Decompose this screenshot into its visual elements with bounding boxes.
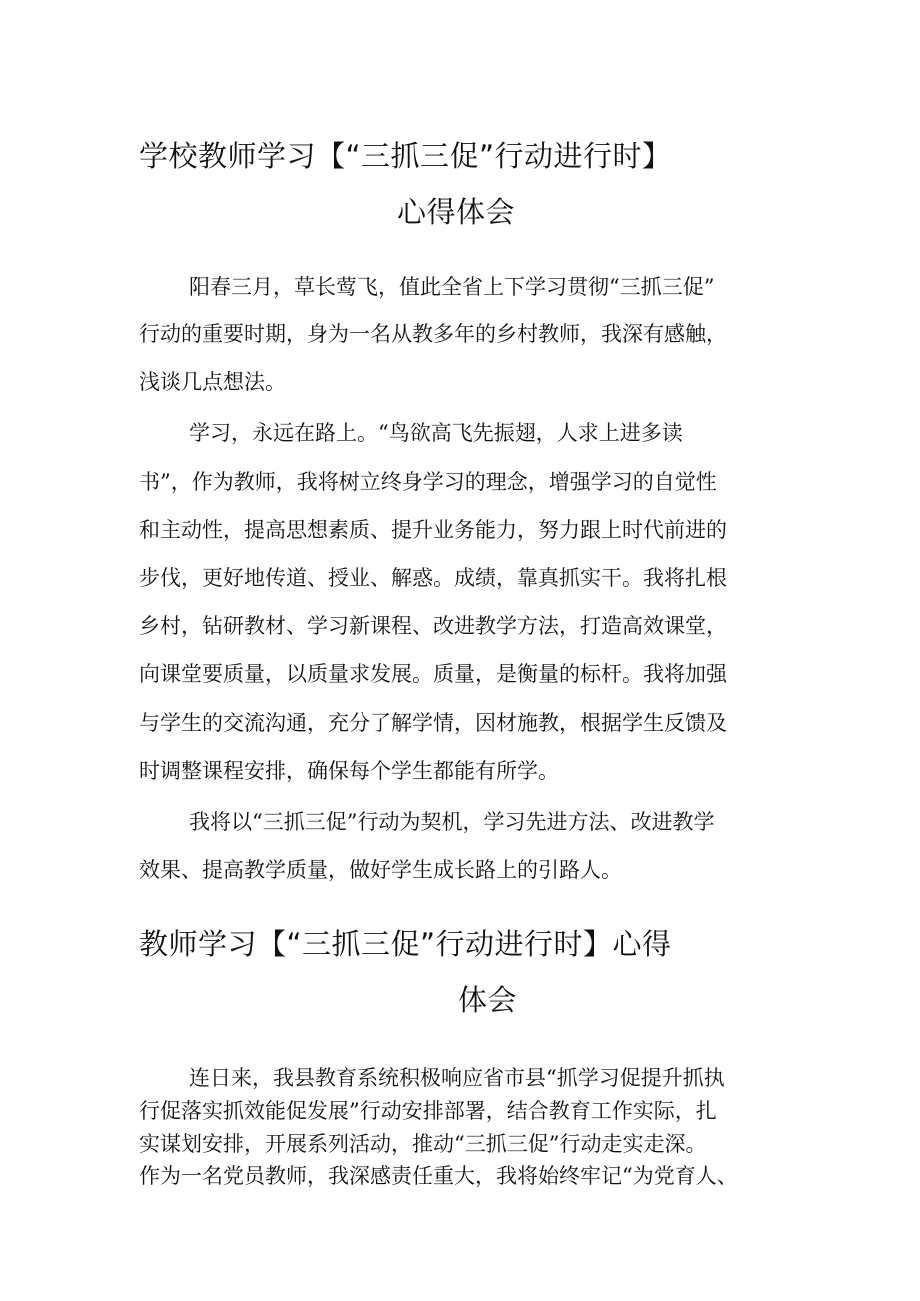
section2-title-line2: 体会	[458, 983, 518, 1017]
section1-title-line2: 心得体会	[397, 195, 516, 229]
section1-p2-line3: 和主动性，提高思想素质、提升业务能力，努力跟上时代前进的	[139, 518, 727, 542]
section2-p1-line2: 行促落实抓效能促发展”行动安排部署，结合教育工作实际，扎	[139, 1099, 717, 1123]
section1-p2-line2: 书”，作为教师，我将树立终身学习的理念，增强学习的自觉性	[139, 470, 717, 494]
section1-p2-line8: 时调整课程安排，确保每个学生都能有所学。	[139, 759, 559, 783]
section2-title-line1: 教师学习【“三抓三促”行动进行时】心得	[139, 927, 672, 961]
section1-p2-line6: 向课堂要质量，以质量求发展。质量，是衡量的标杆。我将加强	[139, 662, 727, 686]
section1-p3-line1: 我将以“三抓三促”行动为契机，学习先进方法、改进教学	[189, 810, 715, 834]
section1-p2-line7: 与学生的交流沟通，充分了解学情，因材施教，根据学生反馈及	[139, 711, 727, 735]
section1-title-line1: 学校教师学习【“三抓三促”行动进行时】	[139, 139, 672, 173]
section2-p1-line1: 连日来，我县教育系统积极响应省市县“抓学习促提升抓执	[189, 1066, 725, 1090]
section2-p1-line4: 作为一名党员教师，我深感责任重大，我将始终牢记“为党育人、	[139, 1164, 738, 1188]
section1-p1-line1: 阳春三月，草长莺飞，值此全省上下学习贯彻“三抓三促”	[189, 275, 715, 299]
section1-p1-line2: 行动的重要时期，身为一名从教多年的乡村教师，我深有感触，	[139, 322, 727, 346]
section1-p2-line5: 乡村，钻研教材、学习新课程、改进教学方法，打造高效课堂，	[139, 614, 727, 638]
section1-p2-line4: 步伐，更好地传道、授业、解惑。成绩，靠真抓实干。我将扎根	[139, 566, 727, 590]
section1-p3-line2: 效果、提高教学质量，做好学生成长路上的引路人。	[139, 858, 622, 882]
section2-p1-line3: 实谋划安排，开展系列活动，推动“三抓三促”行动走实走深。	[139, 1132, 707, 1156]
section1-p2-line1: 学习，永远在路上。“鸟欲高飞先振翅，人求上进多读	[189, 421, 683, 445]
section1-p1-line3: 浅谈几点想法。	[139, 370, 286, 394]
